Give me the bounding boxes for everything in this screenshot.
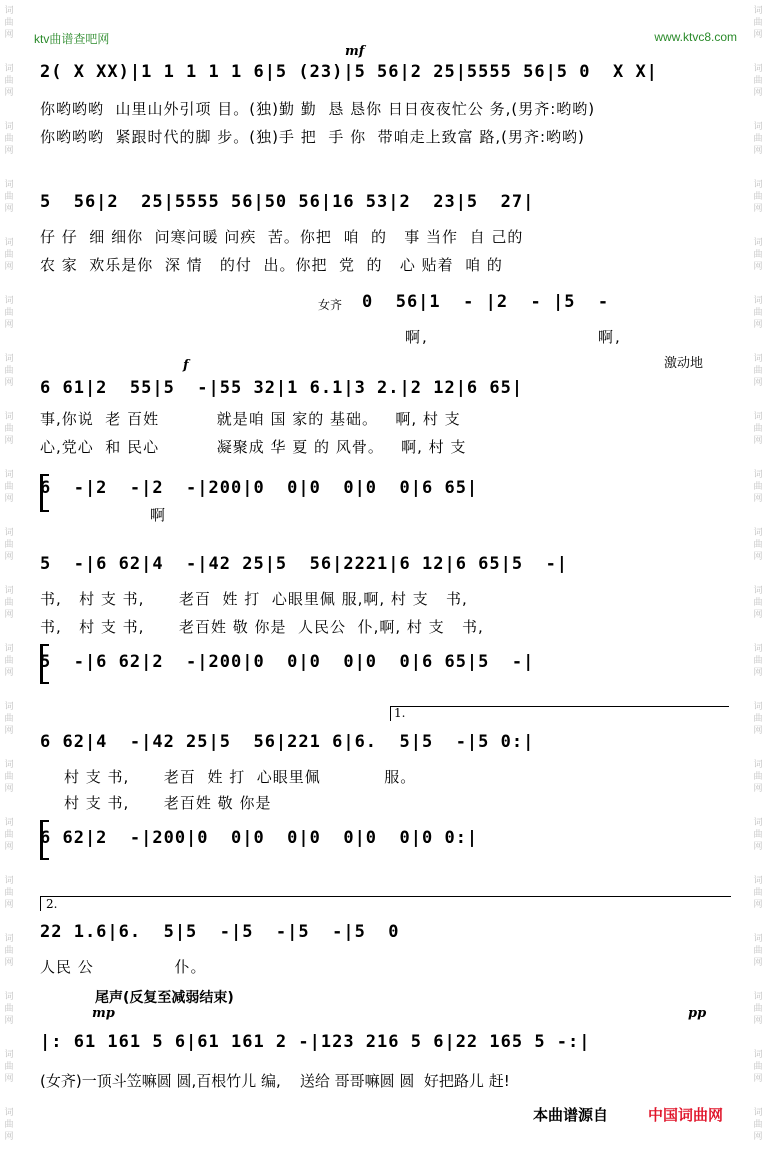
lower-notation: 6 62|2 -|200|0 0|0 0|0 0|0 0|0 0:| [40,828,479,848]
watermark-glyph: 曲 [753,308,763,318]
watermark-glyph: 曲 [4,946,14,956]
watermark-glyph: 词 [4,702,14,712]
watermark-glyph: 曲 [4,540,14,550]
watermark-glyph: 词 [753,1050,763,1060]
watermark-glyph: 网 [753,552,763,562]
watermark-glyph: 网 [753,1016,763,1026]
watermark-glyph: 曲 [4,424,14,434]
watermark-glyph: 网 [753,494,763,504]
watermark-glyph: 词 [4,992,14,1002]
watermark-glyph: 词 [4,64,14,74]
watermark-glyph: 词 [753,702,763,712]
watermark-glyph: 网 [4,668,14,678]
watermark-glyph: 网 [753,30,763,40]
watermark-glyph: 网 [753,88,763,98]
watermark-glyph: 曲 [753,772,763,782]
female-chorus-label: 女齐 [318,298,343,312]
system-bracket [40,644,49,684]
watermark-glyph: 曲 [753,76,763,86]
watermark-glyph: 词 [753,296,763,306]
watermark-glyph: 词 [4,586,14,596]
watermark-glyph: 网 [753,204,763,214]
lyric-verse-1: 人民 公 仆。 [40,958,207,976]
watermark-glyph: 词 [4,760,14,770]
watermark-glyph: 词 [753,354,763,364]
watermark-glyph: 网 [753,436,763,446]
footer-site-link[interactable]: 中国词曲网 [648,1106,724,1124]
watermark-glyph: 网 [4,726,14,736]
watermark-glyph: 词 [753,818,763,828]
system-bracket [40,474,49,512]
lower-lyric: 啊 [150,506,168,524]
watermark-glyph: 曲 [4,888,14,898]
watermark-glyph: 词 [4,876,14,886]
watermark-glyph: 曲 [753,656,763,666]
watermark-glyph: 曲 [4,18,14,28]
watermark-glyph: 曲 [753,830,763,840]
watermark-glyph: 词 [4,818,14,828]
coda-lyric: (女齐)一顶斗笠嘛圆 圆,百根竹儿 编, 送给 哥哥嘛圆 圆 好把路儿 赶! [40,1072,510,1090]
notation-line: 2( X XX)|1 1 1 1 1 6|5 (23)|5 56|2 25|5555 56|5 0 X X| [40,62,658,82]
watermark-glyph: 网 [4,1016,14,1026]
watermark-glyph: 词 [753,992,763,1002]
watermark-glyph: 词 [4,470,14,480]
watermark-glyph: 词 [4,934,14,944]
watermark-glyph: 网 [4,552,14,562]
volta-label-1: 1. [394,706,406,720]
watermark-glyph: 曲 [753,482,763,492]
watermark-glyph: 曲 [753,946,763,956]
watermark-glyph: 网 [4,784,14,794]
watermark-glyph: 网 [4,1132,14,1142]
watermark-glyph: 词 [753,586,763,596]
watermark-glyph: 曲 [4,772,14,782]
female-lyric: 啊, 啊, [405,328,622,346]
lyric-verse-1: 你哟哟哟 山里山外引项 目。(独)勤 勤 恳 恳你 日日夜夜忙公 务,(男齐:哟哟) [40,100,596,118]
coda-label: 尾声(反复至减弱结束) [95,990,234,1006]
watermark-glyph: 网 [753,1074,763,1084]
watermark-glyph: 曲 [4,366,14,376]
watermark-glyph: 词 [753,470,763,480]
system-2 [40,188,730,348]
watermark-glyph: 词 [4,296,14,306]
coda-system [40,1028,730,1098]
watermark-glyph: 词 [4,238,14,248]
watermark-column-left [0,0,18,1153]
watermark-glyph: 网 [753,378,763,388]
watermark-glyph: 词 [753,6,763,16]
lyric-verse-1: 村 支 书, 老百 姓 打 心眼里佩 服。 [64,768,417,786]
system-3 [40,374,730,524]
watermark-glyph: 词 [753,934,763,944]
site-label-left: ktv曲谱查吧网 [34,32,110,46]
watermark-glyph: 网 [753,958,763,968]
watermark-glyph: 曲 [753,1120,763,1130]
volta-bracket-2 [40,896,731,911]
notation-line: 22 1.6|6. 5|5 -|5 -|5 -|5 0 [40,922,400,942]
watermark-glyph: 词 [753,644,763,654]
watermark-glyph: 曲 [4,1120,14,1130]
watermark-glyph: 词 [4,354,14,364]
lyric-verse-2: 心,党心 和 民心 凝聚成 华 夏 的 风骨。 啊, 村 支 [40,438,467,456]
footer-source-text: 本曲谱源自 [533,1106,609,1124]
watermark-glyph: 网 [753,726,763,736]
female-notation: 0 56|1 - |2 - |5 - [362,292,610,312]
watermark-glyph: 网 [4,900,14,910]
watermark-glyph: 词 [4,1050,14,1060]
watermark-glyph: 曲 [753,1062,763,1072]
watermark-glyph: 网 [753,320,763,330]
notation-line: 5 -|6 62|4 -|42 25|5 56|2221|6 12|6 65|5 -| [40,554,569,574]
watermark-glyph: 曲 [753,540,763,550]
watermark-glyph: 曲 [4,76,14,86]
watermark-glyph: 网 [4,204,14,214]
lyric-verse-2: 农 家 欢乐是你 深 情 的付 出。你把 党 的 心 贴着 咱 的 [40,256,503,274]
watermark-glyph: 曲 [4,656,14,666]
dynamic-f: f [183,358,189,373]
watermark-glyph: 词 [753,64,763,74]
watermark-glyph: 网 [753,262,763,272]
watermark-glyph: 曲 [753,192,763,202]
watermark-glyph: 网 [4,146,14,156]
watermark-glyph: 曲 [753,888,763,898]
dynamic-mp: mp [92,1006,115,1021]
watermark-glyph: 曲 [753,1004,763,1014]
volta-bracket-1 [390,706,729,721]
watermark-glyph: 曲 [4,134,14,144]
watermark-glyph: 曲 [753,424,763,434]
notation-line: 5 56|2 25|5555 56|50 56|16 53|2 23|5 27| [40,192,535,212]
watermark-glyph: 曲 [4,1062,14,1072]
volta-label-2: 2. [46,897,58,911]
lyric-verse-1: 仔 仔 细 细你 问寒问暖 问疾 苦。你把 咱 的 事 当作 自 己的 [40,228,524,246]
system-1 [40,58,730,148]
watermark-glyph: 网 [4,958,14,968]
watermark-glyph: 曲 [753,598,763,608]
watermark-glyph: 网 [4,378,14,388]
system-5 [40,728,730,858]
lower-notation: 5 -|6 62|2 -|200|0 0|0 0|0 0|6 65|5 -| [40,652,535,672]
watermark-glyph: 网 [4,610,14,620]
notation-line: 6 62|4 -|42 25|5 56|221 6|6. 5|5 -|5 0:| [40,732,535,752]
watermark-glyph: 网 [4,436,14,446]
watermark-glyph: 曲 [4,714,14,724]
watermark-glyph: 曲 [4,192,14,202]
watermark-glyph: 曲 [753,134,763,144]
watermark-glyph: 词 [753,1108,763,1118]
watermark-glyph: 词 [753,180,763,190]
watermark-glyph: 词 [4,122,14,132]
system-6 [40,918,730,978]
watermark-glyph: 词 [4,412,14,422]
watermark-glyph: 曲 [753,18,763,28]
lyric-verse-2: 村 支 书, 老百姓 敬 你是 [64,794,272,812]
watermark-glyph: 词 [4,180,14,190]
watermark-glyph: 词 [753,528,763,538]
watermark-glyph: 词 [4,644,14,654]
watermark-glyph: 词 [4,1108,14,1118]
watermark-glyph: 词 [4,6,14,16]
coda-notation: |: 61 161 5 6|61 161 2 -|123 216 5 6|22 165 5 -:| [40,1032,591,1052]
watermark-glyph: 网 [4,842,14,852]
watermark-glyph: 曲 [4,250,14,260]
system-4 [40,550,730,680]
watermark-glyph: 网 [753,842,763,852]
site-label-right: www.ktvc8.com [654,30,737,44]
lyric-verse-2: 书, 村 支 书, 老百姓 敬 你是 人民公 仆,啊, 村 支 书, [40,618,484,636]
dynamic-pp: pp [688,1006,707,1021]
watermark-glyph: 曲 [753,366,763,376]
watermark-glyph: 曲 [4,482,14,492]
watermark-glyph: 词 [4,528,14,538]
watermark-glyph: 网 [753,784,763,794]
watermark-glyph: 网 [753,668,763,678]
watermark-column-right [749,0,767,1153]
lyric-verse-1: 书, 村 支 书, 老百 姓 打 心眼里佩 服,啊, 村 支 书, [40,590,468,608]
watermark-glyph: 曲 [4,1004,14,1014]
lyric-verse-2: 你哟哟哟 紧跟时代的脚 步。(独)手 把 手 你 带咱走上致富 路,(男齐:哟哟) [40,128,585,146]
watermark-glyph: 网 [4,320,14,330]
watermark-glyph: 词 [753,122,763,132]
watermark-glyph: 网 [753,900,763,910]
watermark-glyph: 网 [753,146,763,156]
watermark-glyph: 词 [753,760,763,770]
watermark-glyph: 词 [753,238,763,248]
watermark-glyph: 网 [4,88,14,98]
watermark-glyph: 曲 [753,714,763,724]
watermark-glyph: 词 [753,876,763,886]
lyric-verse-1: 事,你说 老 百姓 就是咱 国 家的 基础。 啊, 村 支 [40,410,461,428]
watermark-glyph: 网 [4,494,14,504]
lower-notation: 6 -|2 -|2 -|200|0 0|0 0|0 0|6 65| [40,478,479,498]
notation-line: 6 61|2 55|5 -|55 32|1 6.1|3 2.|2 12|6 65| [40,378,524,398]
watermark-glyph: 网 [753,1132,763,1142]
watermark-glyph: 曲 [753,250,763,260]
watermark-glyph: 曲 [4,308,14,318]
watermark-glyph: 词 [753,412,763,422]
watermark-glyph: 曲 [4,830,14,840]
watermark-glyph: 曲 [4,598,14,608]
expression-mark: 激动地 [664,356,704,371]
watermark-glyph: 网 [4,30,14,40]
system-bracket [40,820,49,860]
dynamic-mf: mf [345,44,365,59]
watermark-glyph: 网 [753,610,763,620]
watermark-glyph: 网 [4,262,14,272]
watermark-glyph: 网 [4,1074,14,1084]
